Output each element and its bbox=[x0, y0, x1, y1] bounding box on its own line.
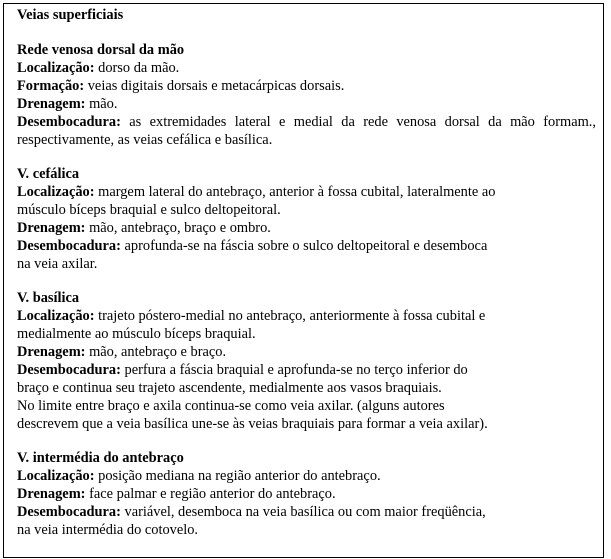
section-v-basilica bbox=[17, 289, 596, 433]
field-label: Desembocadura: bbox=[17, 238, 121, 254]
section-heading: Rede venosa dorsal da mão bbox=[17, 42, 185, 58]
drenagem-line bbox=[17, 95, 596, 113]
field-label: Localização: bbox=[17, 184, 95, 200]
field-value: face palmar e região anterior do antebraço. bbox=[85, 486, 336, 502]
section-v-cefalica bbox=[17, 165, 596, 273]
field-label: Drenagem: bbox=[17, 96, 86, 112]
drenagem-line bbox=[17, 485, 596, 503]
field-value: margem lateral do antebraço, anterior à fossa cubital, lateralmente ao bbox=[94, 184, 496, 200]
note-line: No limite entre braço e axila continua-se como veia axilar. (alguns autores bbox=[17, 398, 445, 414]
drenagem-line bbox=[17, 343, 596, 361]
field-value: aprofunda-se na fáscia sobre o sulco deltopeitoral e desemboca bbox=[120, 238, 488, 254]
section-rede-venosa-dorsal bbox=[17, 41, 596, 149]
field-value: variável, desemboca na veia basílica ou com maior freqüência, bbox=[120, 504, 486, 520]
desembocadura-line-cont: braço e continua seu trajeto ascendente, medialmente aos vasos braquiais. bbox=[17, 380, 442, 396]
desembocadura-line bbox=[17, 361, 596, 379]
field-value: perfura a fáscia braquial e aprofunda-se no terço inferior do bbox=[120, 362, 468, 378]
localizacao-line bbox=[17, 59, 596, 77]
field-value: posição mediana na região anterior do antebraço. bbox=[94, 468, 381, 484]
field-label: Drenagem: bbox=[17, 344, 86, 360]
section-v-intermedia-antebraco bbox=[17, 449, 596, 539]
desembocadura-line bbox=[17, 237, 596, 255]
field-label: Desembocadura: bbox=[17, 362, 121, 378]
drenagem-line bbox=[17, 219, 596, 237]
desembocadura-line-cont: na veia intermédia do cotovelo. bbox=[17, 522, 199, 538]
field-value: dorso da mão. bbox=[94, 60, 180, 76]
section-heading: V. basílica bbox=[17, 290, 80, 306]
field-label: Localização: bbox=[17, 60, 95, 76]
field-label: Localização: bbox=[17, 308, 95, 324]
localizacao-line-cont: músculo bíceps braquial e sulco deltopeitoral. bbox=[17, 202, 281, 218]
note-line-cont: descrevem que a veia basílica une-se às veias braquiais para formar a veia axilar). bbox=[17, 416, 488, 432]
field-value: mão, antebraço, braço e ombro. bbox=[85, 220, 271, 236]
field-label: Desembocadura: bbox=[17, 114, 121, 130]
section-heading: V. cefálica bbox=[17, 166, 80, 182]
formacao-line bbox=[17, 77, 596, 95]
localizacao-line bbox=[17, 467, 596, 485]
field-value: veias digitais dorsais e metacárpicas dorsais. bbox=[84, 78, 345, 94]
field-label: Desembocadura: bbox=[17, 504, 121, 520]
document-box bbox=[3, 3, 604, 558]
desembocadura-line-cont: na veia axilar. bbox=[17, 256, 98, 272]
field-value: mão, antebraço e braço. bbox=[85, 344, 227, 360]
localizacao-line-cont: medialmente ao músculo bíceps braquial. bbox=[17, 326, 256, 342]
field-label: Formação: bbox=[17, 78, 85, 94]
section-heading: V. intermédia do antebraço bbox=[17, 450, 184, 466]
field-label: Drenagem: bbox=[17, 220, 86, 236]
localizacao-line bbox=[17, 183, 596, 201]
desembocadura-line bbox=[17, 113, 596, 149]
desembocadura-line bbox=[17, 503, 596, 521]
localizacao-line bbox=[17, 307, 596, 325]
field-value: as extremidades lateral e medial da rede venosa dorsal da mão formam., respectivamente, as veias cefálica e basílica. bbox=[17, 114, 596, 148]
field-label: Drenagem: bbox=[17, 486, 86, 502]
field-value: mão. bbox=[85, 96, 118, 112]
field-label: Localização: bbox=[17, 468, 95, 484]
field-value: trajeto póstero-medial no antebraço, anteriormente à fossa cubital e bbox=[94, 308, 486, 324]
page-title: Veias superficiais bbox=[17, 7, 124, 23]
